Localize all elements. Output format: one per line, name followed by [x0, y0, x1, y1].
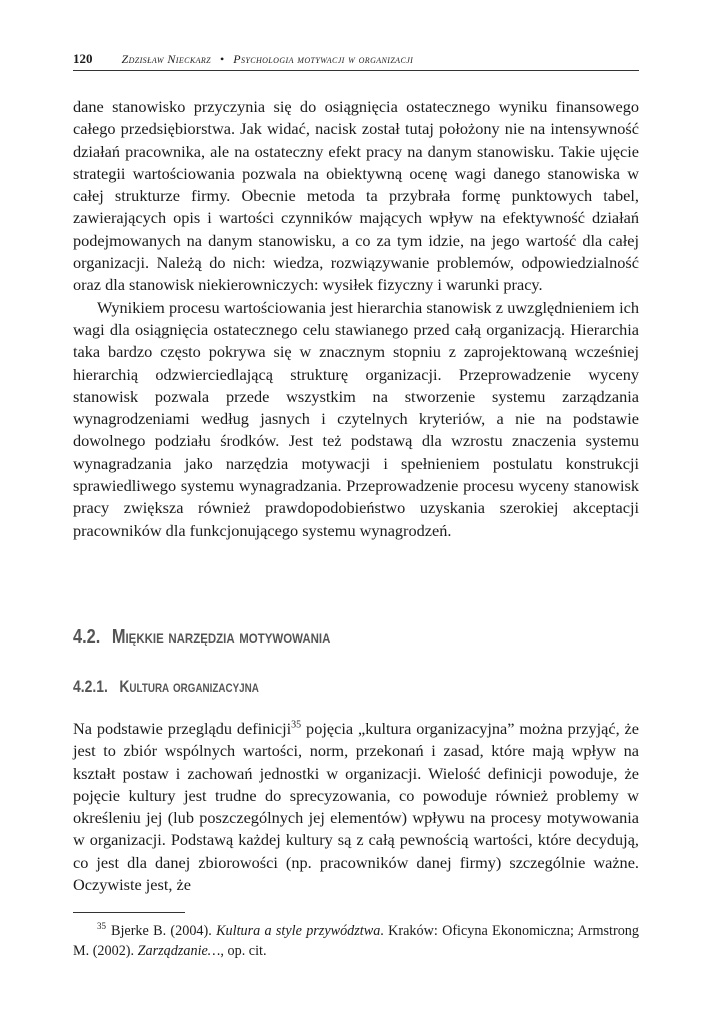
subsection-number: 4.2.1. — [73, 677, 108, 696]
footnote-divider — [73, 912, 185, 913]
page-number: 120 — [73, 51, 93, 66]
running-header — [73, 50, 639, 71]
section-heading — [73, 626, 330, 649]
footnote-number: 35 — [97, 921, 106, 932]
running-book-title: Psychologia motywacji w organizacji — [233, 52, 414, 66]
footnote-title-2: Zarządzanie… — [137, 942, 221, 959]
running-author: Zdzisław Nieckarz — [121, 52, 212, 66]
header-bullet: • — [220, 52, 225, 66]
footnote-text-2: . Kraków: Oficyna Ekonomiczna; Armstrong M. (2002). — [73, 923, 639, 959]
footnote-text — [73, 922, 639, 961]
footnote-title-1: Kultura a style przywództwa — [216, 923, 381, 939]
paragraph-continued: dane stanowisko przyczynia się do osiągnięcia ostatecznego wyniku finansowego całego przedsiębiorstwa. Jak widać, nacisk został tutaj położony nie na intensywność działań pracownika, ale na ostateczny efekt pracy na danym stanowisku. Takie ujęcie strategii wartościowania pozwala na obiektywną ocenę wagi danego stanowiska w całej strukturze firmy. Obecnie metoda ta przybrała formę punktowych tabel, zawierających opis i wartości czynników mających wpływ na efektywność działań podejmowanych na danym stanowisku, a co za tym idzie, na jego wartość dla całej organizacji. Należą do nich: wiedza, rozwiązywanie problemów, odpowiedzialność oraz dla stanowisk niekierowniczych: wysiłek fizyczny i warunki pracy. — [73, 97, 639, 295]
body-text-top — [73, 96, 639, 542]
paragraph-rest: pojęcia „kultura organizacyjna” można przyjąć, że jest to zbiór wspólnych wartości, norm, przekonań i zasad, które mają wpływ na kształt postaw i zachowań jednostki w organizacji. Wielość definicji powoduje, że pojęcie kultury jest trudne do sprecyzowania, co powoduje również problemy w określeniu jej (lub poszczególnych jej elementów) wpływu na procesy motywowania w organizacji. Podstawą każdej kultury są z całą pewnością wartości, które decydują, co jest dla danej zbiorowości (np. pracowników danej firmy) szczególnie ważne. Oczywiste jest, że — [73, 719, 639, 895]
paragraph-valuation-result: Wynikiem procesu wartościowania jest hierarchia stanowisk z uwzględnieniem ich wagi dla osiągnięcia ostatecznego celu stawianego przed całą organizacją. Hierarchia taka bardzo często pokrywa się w znacznym stopniu z zaprojektowaną wcześniej hierarchią odzwierciedlającą strukturę organizacji. Przeprowadzenie wyceny stanowisk pozwala przede wszystkim na stworzenie systemu zarządzania wynagrodzeniami według jasnych i czytelnych kryteriów, a nie na podstawie dowolnego podziału środków. Jest też podstawą dla wzrostu znaczenia systemu wynagradzania jako narzędzia motywacji i spełnieniem postulatu konstrukcji sprawiedliwego systemu wynagradzania. Przeprowadzenie procesu wyceny stanowisk pracy zwiększa również prawdopodobieństwo uzyskania szerokiej akceptacji pracowników dla funkcjonującego systemu wynagrodzeń. — [73, 297, 639, 540]
paragraph-lead: Na podstawie przeglądu definicji — [73, 719, 292, 738]
subsection-title: Kultura organizacyjna — [119, 677, 259, 696]
footnote-reference[interactable]: 35 — [291, 719, 302, 731]
footnote-text-3: , op. cit. — [220, 942, 267, 959]
section-number: 4.2. — [73, 626, 101, 648]
body-text-bottom — [73, 718, 639, 896]
footnote-text-1: Bjerke B. (2004). — [111, 923, 217, 939]
paragraph-culture — [73, 718, 639, 896]
section-title: Miękkie narzędzia motywowania — [111, 626, 331, 648]
subsection-heading — [73, 677, 259, 697]
footnote — [73, 922, 639, 961]
